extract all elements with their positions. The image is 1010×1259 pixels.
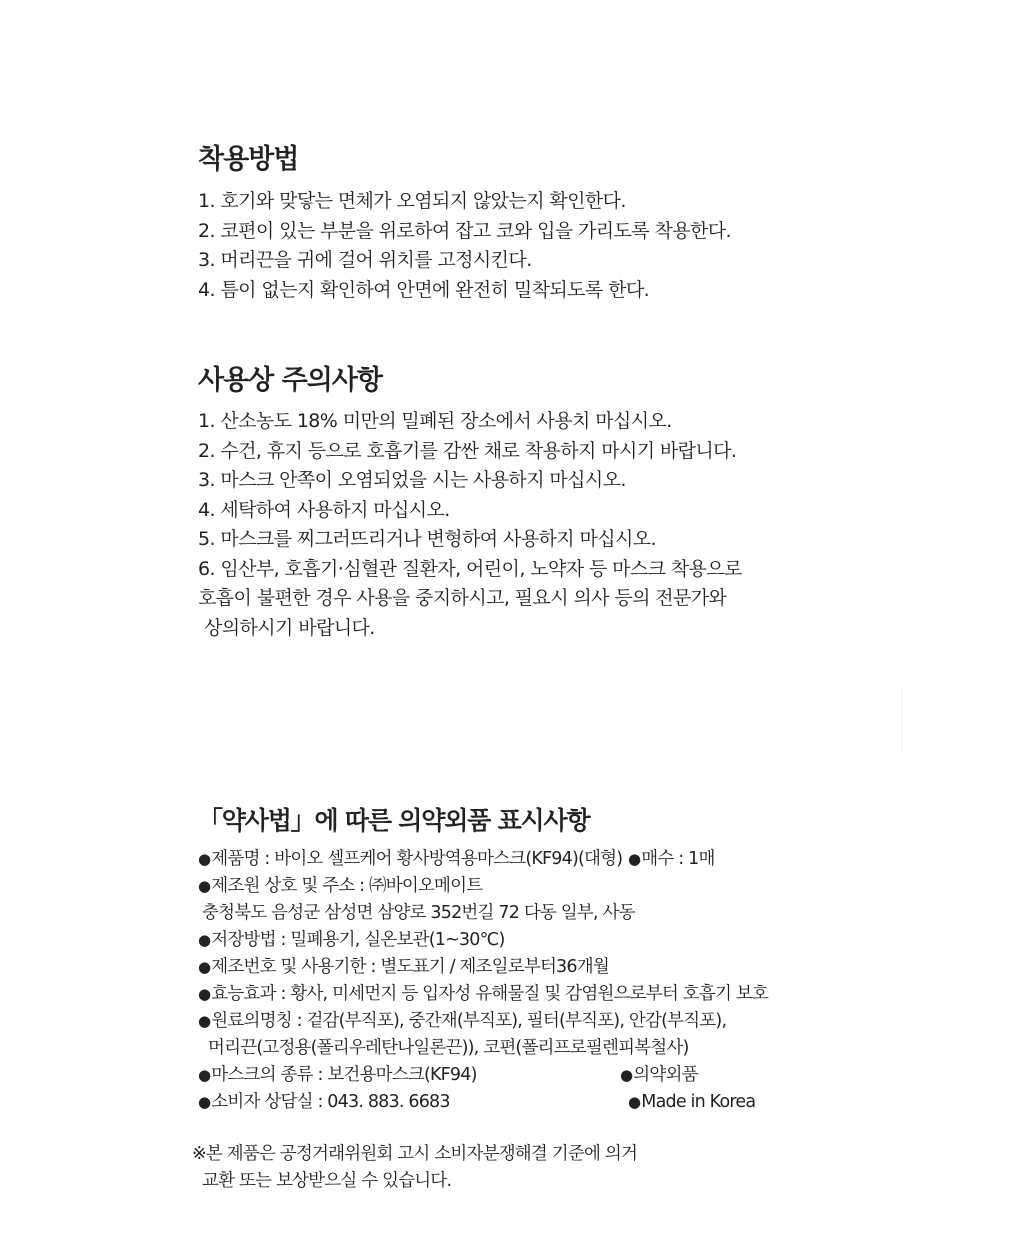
how-to-wear-list: [198, 187, 938, 305]
label-list: [198, 846, 978, 1116]
item-line: 호흡이 불편한 경우 사용을 중지하시고, 필요시 의사 등의 전문가와: [198, 587, 727, 609]
label-row-storage: [198, 927, 978, 954]
how-to-wear-title: 착용방법: [198, 144, 299, 175]
precautions-title: 사용상 주의사항: [198, 365, 382, 396]
list-item: 1. 산소농도 18% 미만의 밀폐된 장소에서 사용치 마십시오.: [198, 410, 672, 432]
label-row-efficacy: [198, 981, 978, 1008]
precautions-section: [198, 363, 938, 643]
bullet-icon: ●: [628, 1093, 641, 1111]
label-row-product: [198, 846, 978, 873]
bullet-icon: ●: [198, 985, 211, 1003]
faint-divider: [901, 688, 902, 752]
label-row-materials: [198, 1008, 978, 1062]
list-item: 4. 세탁하여 사용하지 마십시오.: [198, 498, 450, 521]
bullet-icon: ●: [198, 1012, 211, 1030]
lot-expiry: 제조번호 및 사용기한 : 별도표기 / 제조일로부터36개월: [211, 957, 609, 977]
bullet-icon: ●: [198, 1093, 211, 1111]
storage: 저장방법 : 밀폐용기, 실온보관(1~30℃): [211, 930, 505, 950]
label-row-consumer: [198, 1089, 978, 1116]
label-title: 「약사법」에 따른 의약외품 표시사항: [198, 806, 590, 835]
mask-type: 마스크의 종류 : 보건용마스크(KF94): [211, 1065, 477, 1085]
quasi-drug-label-section: [198, 803, 978, 1116]
bullet-icon: ●: [628, 850, 641, 868]
list-item: 2. 코편이 있는 부분을 위로하여 잡고 코와 입을 가리도록 착용한다.: [198, 219, 731, 242]
notice-line: 교환 또는 보상받으실 수 있습니다.: [202, 1171, 452, 1191]
materials: 원료의명칭 : 겉감(부직포), 중간재(부직포), 필터(부직포), 안감(부직포),: [211, 1011, 727, 1031]
materials-continued: 머리끈(고정용(폴리우레탄나일론끈)), 코편(폴리프로필렌피복철사): [208, 1038, 689, 1058]
notice-line: ※본 제품은 공정거래위원회 고시 소비자분쟁해결 기준에 의거: [192, 1144, 638, 1164]
list-item: 3. 머리끈을 귀에 걸어 위치를 고정시킨다.: [198, 249, 532, 271]
precautions-list: [198, 407, 938, 643]
how-to-wear-section: [198, 142, 938, 305]
label-row-manufacturer: [198, 873, 978, 927]
list-item: 1. 호기와 맞닿는 면체가 오염되지 않았는지 확인한다.: [198, 190, 626, 212]
bullet-icon: ●: [198, 877, 211, 895]
label-row-lot-expiry: [198, 954, 978, 981]
bullet-icon: ●: [620, 1066, 633, 1084]
manufacturer-address: 충청북도 음성군 삼성면 삼양로 352번길 72 다동 일부, 사동: [202, 903, 635, 923]
product-name: 제품명 : 바이오 셀프케어 황사방역용마스크(KF94)(대형): [211, 849, 623, 869]
list-item-multiline: [198, 555, 938, 644]
list-item: 3. 마스크 안쪽이 오염되었을 시는 사용하지 마십시오.: [198, 469, 626, 491]
manufacturer: 제조원 상호 및 주소 : ㈜바이오메이트: [211, 876, 483, 896]
consumer-center: 소비자 상담실 : 043. 883. 6683: [211, 1092, 450, 1112]
notice-section: [192, 1141, 952, 1195]
label-row-mask-type: [198, 1062, 978, 1089]
list-item: 5. 마스크를 찌그러뜨리거나 변형하여 사용하지 마십시오.: [198, 528, 656, 550]
bullet-icon: ●: [198, 958, 211, 976]
efficacy: 효능효과 : 황사, 미세먼지 등 입자성 유해물질 및 감염원으로부터 호흡기 보호: [211, 984, 769, 1004]
bullet-icon: ●: [198, 850, 211, 868]
list-item: 2. 수건, 휴지 등으로 호흡기를 감싼 채로 착용하지 마시기 바랍니다.: [198, 439, 737, 462]
quantity: 매수 : 1매: [641, 849, 715, 869]
item-line: 6. 임산부, 호흡기·심혈관 질환자, 어린이, 노약자 등 마스크 착용으로: [198, 557, 742, 580]
bullet-icon: ●: [198, 1066, 211, 1084]
list-item: 4. 틈이 없는지 확인하여 안면에 완전히 밀착되도록 한다.: [198, 278, 650, 301]
bullet-icon: ●: [198, 931, 211, 949]
item-line: 상의하시기 바랍니다.: [204, 616, 375, 639]
quasi-drug-mark: 의약외품: [633, 1065, 698, 1085]
made-in: Made in Korea: [641, 1092, 756, 1112]
